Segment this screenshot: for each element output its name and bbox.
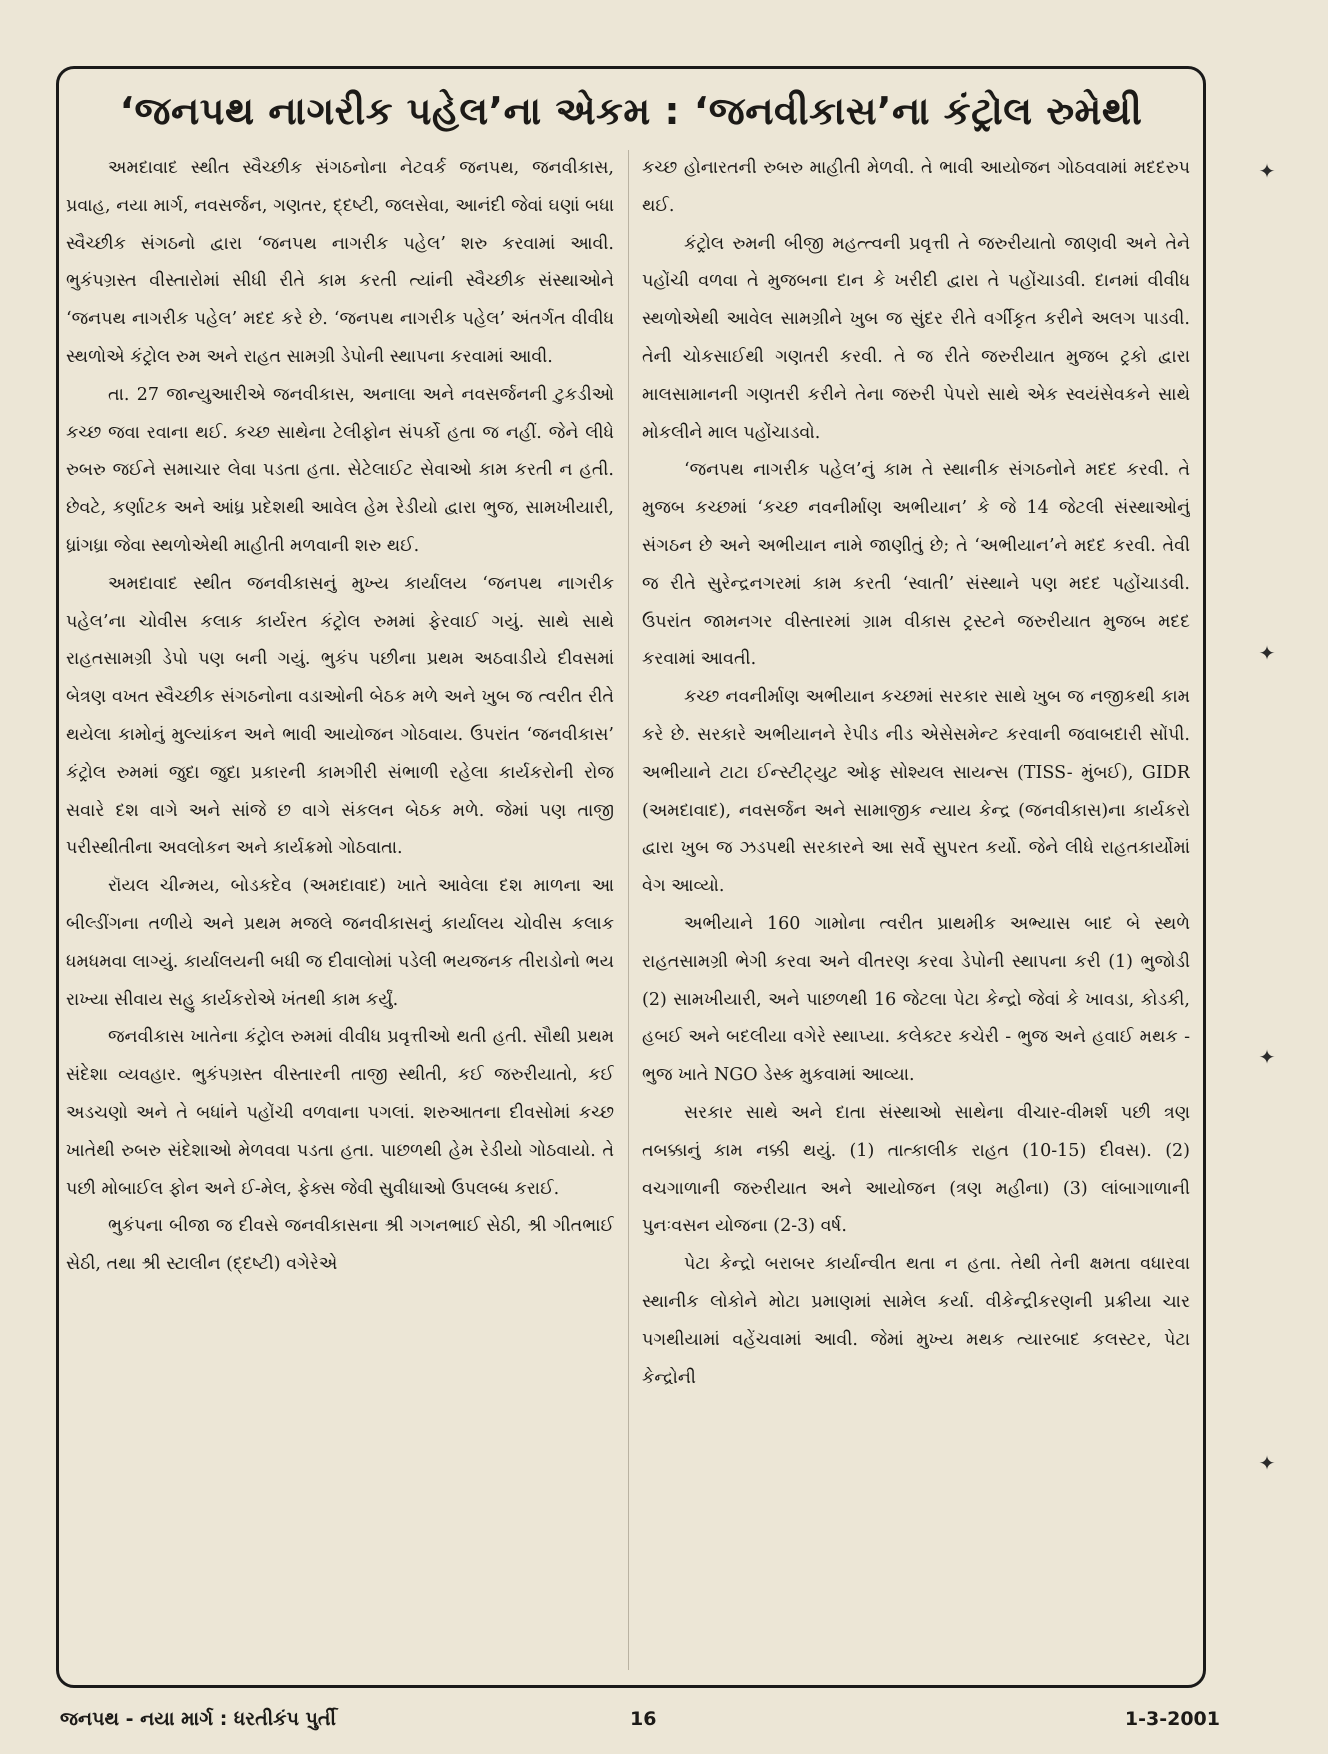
right-paragraph-1: કચ્છ હોનારતની રુબરુ માહીતી મેળવી. તે ભાવી આયોજન ગોઠવવામાં મદદરુપ થઈ.: [642, 158, 1190, 216]
binder-hole-mark: ✦: [1258, 1045, 1276, 1069]
left-paragraph-2: તા. 27 જાન્યુઆરીએ જનવીકાસ, અનાલા અને નવસર્જનની ટુકડીઓ કચ્છ જવા રવાના થઈ. કચ્છ સાથેના ટેલીફોન સંપર્કો હતા જ નહીં. જેને લીધે રુબરુ જઈને સમાચાર લેવા પડતા હતા. સેટેલાઈટ સેવાઓ કામ કરતી ન હતી. છેવટે, કર્ણાટક અને આંધ્ર પ્રદેશથી આવેલ હેમ રેડીયો દ્વારા ભુજ, સામખીયારી, ધ્રાંગધ્રા જેવા સ્થળોએથી માહીતી મળવાની શરુ થઈ.: [66, 384, 614, 556]
right-paragraph-4: કચ્છ નવનીર્માણ અભીયાન કચ્છમાં સરકાર સાથે ખુબ જ નજીકથી કામ કરે છે. સરકારે અભીયાનને રેપીડ નીડ એસેસમેન્ટ કરવાની જવાબદારી સોંપી. અભીયાને ટાટા ઈન્સ્ટીટ્યુટ ઓફ સોશ્યલ સાયન્સ (TISS- મુંબઈ), GIDR (અમદાવાદ), નવસર્જન અને સામાજીક ન્યાય કેન્દ્ર (જનવીકાસ)ના કાર્યકરો દ્વારા ખુબ જ ઝડપથી સરકારને આ સર્વે સુપરત કર્યો. જેને લીધે રાહતકાર્યોમાં વેગ આવ્યો.: [642, 687, 1190, 897]
right-paragraph-3: ‘જનપથ નાગરીક પહેલ’નું કામ તે સ્થાનીક સંગઠનોને મદદ કરવી. તે મુજબ કચ્છમાં ‘કચ્છ નવનીર્માણ અભીયાન’ કે જે 14 જેટલી સંસ્થાઓનું સંગઠન છે અને અભીયાન નામે જાણીતું છે; તે ‘અભીયાન’ને મદદ કરવી. તેવી જ રીતે સુરેન્દ્રનગરમાં કામ કરતી ‘સ્વાતી’ સંસ્થાને પણ મદદ પહોંચાડવી. ઉપરાંત જામનગર વીસ્તારમાં ગ્રામ વીકાસ ટ્રસ્ટને જરુરીયાત મુજબ મદદ કરવામાં આવતી.: [642, 460, 1190, 670]
right-column: [642, 150, 1190, 1670]
binder-hole-mark: ✦: [1258, 641, 1276, 665]
left-paragraph-4: રૉયલ ચીન્મય, બોડકદેવ (અમદાવાદ) ખાતે આવેલા દશ માળના આ બીલ્ડીંગના તળીયે અને પ્રથમ મજલે જનવીકાસનું કાર્યાલય ચોવીસ કલાક ધમધમવા લાગ્યું. કાર્યાલયની બધી જ દીવાલોમાં પડેલી ભયજનક તીરાડોનો ભય રાખ્યા સીવાય સહુ કાર્યકરોએ ખંતથી કામ કર્યું.: [66, 876, 614, 1010]
column-divider: [628, 150, 629, 1670]
footer-publication: જનપથ - નયા માર્ગ : ધરતીકંપ પુર્તી: [60, 1708, 336, 1730]
right-paragraph-2: કંટ્રોલ રુમની બીજી મહત્ત્વની પ્રવૃત્તી તે જરુરીયાતો જાણવી અને તેને પહોંચી વળવા તે મુજબના દાન કે ખરીદી દ્વારા તે પહોંચાડવી. દાનમાં વીવીધ સ્થળોએથી આવેલ સામગ્રીને ખુબ જ સુંદર રીતે વર્ગીકૃત કરીને અલગ પાડવી. તેની ચોકસાઈથી ગણતરી કરવી. તે જ રીતે જરુરીયાત મુજબ ટ્રકો દ્વારા માલસામાનની ગણતરી કરીને તેના જરુરી પેપરો સાથે એક સ્વયંસેવકને સાથે મોકલીને માલ પહોંચાડવો.: [642, 233, 1190, 443]
left-paragraph-1: અમદાવાદ સ્થીત સ્વૈચ્છીક સંગઠનોના નેટવર્ક જનપથ, જનવીકાસ, પ્રવાહ, નયા માર્ગ, નવસર્જન, ગણતર, દ્દષ્ટી, જલસેવા, આનંદી જેવાં ઘણાં બધા સ્વૈચ્છીક સંગઠનો દ્વારા ‘જનપથ નાગરીક પહેલ’ શરુ કરવામાં આવી. ભુકંપગ્રસ્ત વીસ્તારોમાં સીધી રીતે કામ કરતી ત્યાંની સ્વૈચ્છીક સંસ્થાઓને ‘જનપથ નાગરીક પહેલ’ મદદ કરે છે. ‘જનપથ નાગરીક પહેલ’ અંતર્ગત વીવીધ સ્થળોએ કંટ્રોલ રુમ અને રાહત સામગ્રી ડેપોની સ્થાપના કરવામાં આવી.: [66, 158, 614, 367]
left-paragraph-6: ભુકંપના બીજા જ દીવસે જનવીકાસના શ્રી ગગનભાઈ સેઠી, શ્રી ગીતભાઈ સેઠી, તથા શ્રી સ્ટાલીન (દ્દષ્ટી) વગેરેએ: [66, 1216, 614, 1275]
footer-page-number: 16: [630, 1708, 657, 1730]
left-paragraph-3: અમદાવાદ સ્થીત જનવીકાસનું મુખ્ય કાર્યાલય ‘જનપથ નાગરીક પહેલ’ના ચોવીસ કલાક કાર્યરત કંટ્રોલ રુમમાં ફેરવાઈ ગયું. સાથે સાથે રાહતસામગ્રી ડેપો પણ બની ગયું. ભુકંપ પછીના પ્રથમ અઠવાડીયે દીવસમાં બેત્રણ વખત સ્વૈચ્છીક સંગઠનોના વડાઓની બેઠક મળે અને ખુબ જ ત્વરીત રીતે થયેલા કામોનું મુલ્યાંકન અને ભાવી આયોજન ગોઠવાય. ઉપરાંત ‘જનવીકાસ’ કંટ્રોલ રુમમાં જુદા જુદા પ્રકારની કામગીરી સંભાળી રહેલા કાર્યકરોની રોજ સવારે દશ વાગે અને સાંજે છ વાગે સંકલન બેઠક મળે. જેમાં પણ તાજી પરીસ્થીતીના અવલોકન અને કાર્યક્રમો ગોઠવાતા.: [66, 573, 614, 859]
left-column: [66, 150, 614, 1670]
left-paragraph-5: જનવીકાસ ખાતેના કંટ્રોલ રુમમાં વીવીધ પ્રવૃત્તીઓ થતી હતી. સૌથી પ્રથમ સંદેશા વ્યવહાર. ભુકંપગ્રસ્ત વીસ્તારની તાજી સ્થીતી, કઈ જરુરીયાતો, કઈ અડચણો અને તે બધાંને પહોંચી વળવાના પગલાં. શરુઆતના દીવસોમાં કચ્છ ખાતેથી રુબરુ સંદેશાઓ મેળવવા પડતા હતા. પાછળથી હેમ રેડીયો ગોઠવાયો. તે પછી મોબાઈલ ફોન અને ઈ-મેલ, ફેક્સ જેવી સુવીધાઓ ઉપલબ્ધ કરાઈ.: [66, 1027, 614, 1199]
right-paragraph-6: સરકાર સાથે અને દાતા સંસ્થાઓ સાથેના વીચાર-વીમર્શ પછી ત્રણ તબક્કાનું કામ નક્કી થયું. (1) તાત્કાલીક રાહત (10-15) દીવસ). (2) વચગાળાની જરુરીયાત અને આયોજન (ત્રણ મહીના) (3) લાંબાગાળાની પુનઃવસન યોજના (2-3) વર્ષ.: [642, 1102, 1190, 1237]
footer-date: 1-3-2001: [1124, 1708, 1220, 1730]
right-paragraph-5: અભીયાને 160 ગામોના ત્વરીત પ્રાથમીક અભ્યાસ બાદ બે સ્થળે રાહતસામગ્રી ભેગી કરવા અને વીતરણ કરવા ડેપોની સ્થાપના કરી (1) ભુજોડી (2) સામખીયારી, અને પાછળથી 16 જેટલા પેટા કેન્દ્રો જેવાં કે ખાવડા, કોડકી, હબઈ અને બદલીયા વગેરે સ્થાપ્યા. કલેક્ટર કચેરી - ભુજ અને હવાઈ મથક - ભુજ ખાતે NGO ડેસ્ક મુકવામાં આવ્યા.: [642, 913, 1190, 1086]
binder-hole-mark: ✦: [1258, 1451, 1276, 1475]
article-headline: ‘જનપથ નાગરીક પહેલ’ના એકમ : ‘જનવીકાસ’ના કંટ્રોલ રુમેથી: [119, 89, 1143, 133]
binder-hole-mark: ✦: [1258, 159, 1276, 183]
page-footer: [60, 1702, 1220, 1736]
right-paragraph-7: પેટા કેન્દ્રો બરાબર કાર્યાન્વીત થતા ન હતા. તેથી તેની ક્ષમતા વધારવા સ્થાનીક લોકોને મોટા પ્રમાણમાં સામેલ કર્યા. વીકેન્દ્રીકરણની પ્રક્રીયા ચાર પગથીયામાં વહેંચવામાં આવી. જેમાં મુખ્ય મથક ત્યારબાદ કલસ્ટર, પેટા કેન્દ્રોની: [642, 1254, 1190, 1388]
